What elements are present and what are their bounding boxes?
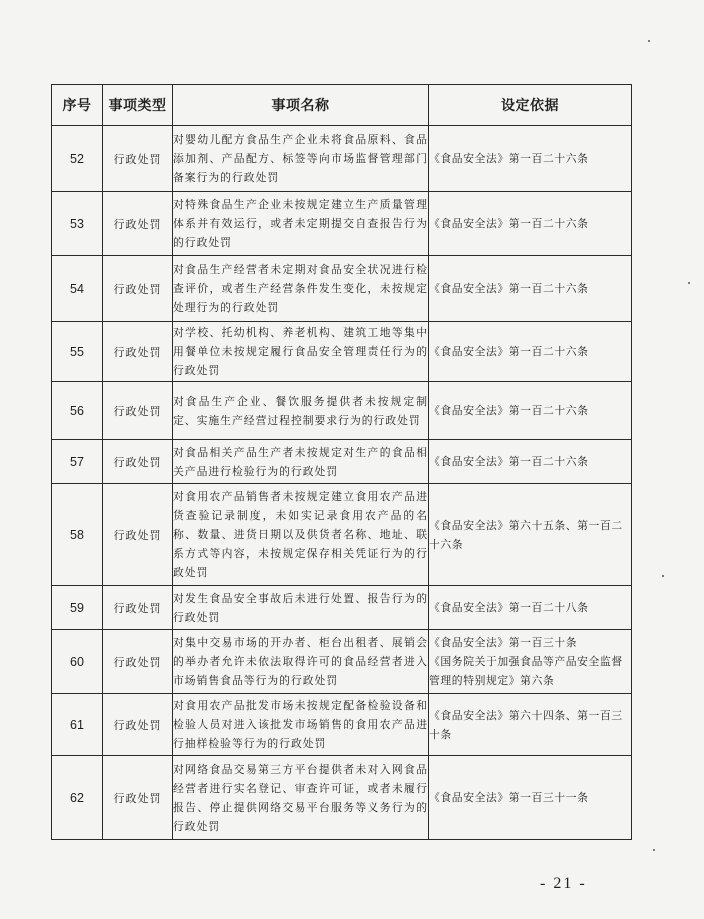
table-row (52, 484, 632, 586)
scan-speck (688, 282, 690, 284)
row-basis: 《食品安全法》第一百三十一条 (429, 756, 632, 840)
row-type: 行政处罚 (103, 382, 173, 440)
row-name: 对网络食品交易第三方平台提供者未对入网食品经营者进行实名登记、审查许可证，或者未履行报告、停止提供网络交易平台服务等义务行为的行政处罚 (173, 756, 429, 840)
table-row (52, 192, 632, 256)
row-number: 56 (52, 382, 103, 440)
row-type: 行政处罚 (103, 586, 173, 630)
row-basis: 《食品安全法》第六十五条、第一百二十六条 (429, 484, 632, 586)
row-name: 对特殊食品生产企业未按规定建立生产质量管理体系并有效运行，或者未定期提交自查报告行为的行政处罚 (173, 192, 429, 256)
row-number: 54 (52, 256, 103, 322)
row-type: 行政处罚 (103, 694, 173, 756)
row-basis: 《食品安全法》第一百二十六条 (429, 256, 632, 322)
row-number: 62 (52, 756, 103, 840)
table-row (52, 440, 632, 484)
row-number: 61 (52, 694, 103, 756)
row-type: 行政处罚 (103, 126, 173, 192)
row-name: 对集中交易市场的开办者、柜台出租者、展销会的举办者允许未依法取得许可的食品经营者进入市场销售食品等行为的行政处罚 (173, 630, 429, 694)
row-basis: 《食品安全法》第一百二十六条 (429, 192, 632, 256)
header-serial-number: 序号 (52, 85, 103, 126)
row-number: 57 (52, 440, 103, 484)
row-basis: 《食品安全法》第一百二十六条 (429, 382, 632, 440)
row-type: 行政处罚 (103, 484, 173, 586)
table-row (52, 322, 632, 382)
row-type: 行政处罚 (103, 322, 173, 382)
row-type: 行政处罚 (103, 756, 173, 840)
row-name: 对学校、托幼机构、养老机构、建筑工地等集中用餐单位未按规定履行食品安全管理责任行为的行政处罚 (173, 322, 429, 382)
header-legal-basis: 设定依据 (429, 85, 632, 126)
administrative-penalty-table (51, 84, 632, 840)
row-type: 行政处罚 (103, 630, 173, 694)
scan-speck (662, 575, 664, 577)
row-name: 对食品生产企业、餐饮服务提供者未按规定制定、实施生产经营过程控制要求行为的行政处罚 (173, 382, 429, 440)
row-name: 对食品相关产品生产者未按规定对生产的食品相关产品进行检验行为的行政处罚 (173, 440, 429, 484)
page-number: - 21 - (540, 875, 587, 892)
row-type: 行政处罚 (103, 256, 173, 322)
row-basis: 《食品安全法》第一百二十六条 (429, 440, 632, 484)
table-row (52, 756, 632, 840)
row-number: 52 (52, 126, 103, 192)
row-name: 对食用农产品批发市场未按规定配备检验设备和检验人员对进入该批发市场销售的食用农产品进行抽样检验等行为的行政处罚 (173, 694, 429, 756)
row-number: 60 (52, 630, 103, 694)
row-name: 对婴幼儿配方食品生产企业未将食品原料、食品添加剂、产品配方、标签等向市场监督管理部门备案行为的行政处罚 (173, 126, 429, 192)
table-row (52, 586, 632, 630)
row-basis: 《食品安全法》第一百二十六条 (429, 126, 632, 192)
scan-speck (648, 40, 650, 42)
table-row (52, 382, 632, 440)
table-row (52, 256, 632, 322)
table-row (52, 630, 632, 694)
row-name: 对食品生产经营者未定期对食品安全状况进行检查评价，或者生产经营条件发生变化，未按规定处理行为的行政处罚 (173, 256, 429, 322)
table-row (52, 126, 632, 192)
header-item-name: 事项名称 (173, 85, 429, 126)
row-type: 行政处罚 (103, 440, 173, 484)
table-header-row (52, 85, 632, 126)
row-number: 55 (52, 322, 103, 382)
row-name: 对发生食品安全事故后未进行处置、报告行为的行政处罚 (173, 586, 429, 630)
row-basis: 《食品安全法》第一百三十条 《国务院关于加强食品等产品安全监督管理的特别规定》第六条 (429, 630, 632, 694)
table-row (52, 694, 632, 756)
row-basis: 《食品安全法》第一百二十八条 (429, 586, 632, 630)
row-basis: 《食品安全法》第一百二十六条 (429, 322, 632, 382)
row-name: 对食用农产品销售者未按规定建立食用农产品进货查验记录制度，未如实记录食用农产品的名称、数量、进货日期以及供货者名称、地址、联系方式等内容，未按规定保存相关凭证行为的行政处罚 (173, 484, 429, 586)
header-item-type: 事项类型 (103, 85, 173, 126)
row-number: 58 (52, 484, 103, 586)
row-type: 行政处罚 (103, 192, 173, 256)
row-number: 53 (52, 192, 103, 256)
row-number: 59 (52, 586, 103, 630)
row-basis: 《食品安全法》第六十四条、第一百三十条 (429, 694, 632, 756)
scan-speck (653, 849, 655, 851)
